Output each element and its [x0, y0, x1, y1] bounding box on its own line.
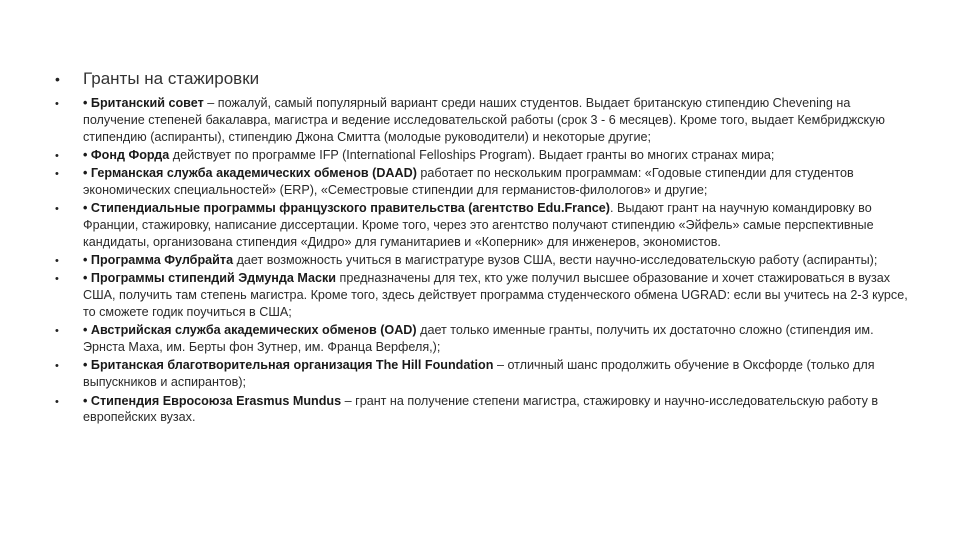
bullet-icon: • [55, 360, 59, 373]
item-text: – отличный шанс продолжить обучение в Оксфорде (только для выпускников и аспирантов); [83, 358, 875, 390]
bullet-icon: • [55, 168, 59, 181]
list-item-erasmus-mundus [55, 393, 915, 427]
bullet-icon: • [55, 203, 59, 216]
bullet-icon: • [55, 255, 59, 268]
item-text: работает по нескольким программам: «Годовые стипендии для студентов экономических специальностей» (ERP), «Семестровые стипендии для германистов-филологов» и другие; [83, 166, 854, 197]
item-lead: • Стипендия Евросоюза Erasmus Mundus [83, 393, 342, 408]
item-text: предназначены для тех, кто уже получил высшее образование и хочет стажироваться в вузах США, получить там степень магистра. Кроме того, здесь действует программа студенческого обмена UGRAD: если вы учитесь на 2-3 курсе, то сможете годик поучиться в США; [83, 271, 908, 320]
item-text: – грант на получение степени магистра, стажировку и научно-исследовательскую работу в европейских вузах. [83, 393, 879, 425]
bullet-icon: • [55, 395, 59, 408]
item-text: действует по программе IFP (International Felloships Program). Выдает гранты во многих странах мира; [169, 147, 775, 162]
item-lead: • Британская благотворительная организация The Hill Foundation [83, 358, 494, 373]
item-lead: • Программы стипендий Эдмунда Маски [83, 271, 337, 286]
bullet-icon: • [55, 98, 59, 110]
item-text: – пожалуй, самый популярный вариант среди наших студентов. Выдает британскую стипендию Chevening на получение степеней бакалавра, магистра и ведение исследовательской работы (срок 3 - 6 месяцев). Кроме того, выдает Кембриджскую стипендию (аспиранты), стипендию Джона Смитта (молодые руководители) и некоторые другие; [83, 96, 885, 144]
item-lead: • Австрийская служба академических обменов (OAD) [83, 323, 417, 338]
list-item-daad [55, 165, 915, 199]
slide-title: Гранты на стажировки [83, 69, 260, 88]
list-item-hill-foundation [55, 357, 915, 391]
bullet-icon: • [55, 273, 59, 286]
item-lead: • Британский совет [83, 96, 204, 110]
grant-list [55, 95, 915, 428]
bullet-icon: • [55, 325, 59, 338]
item-lead: • Фонд Форда [83, 147, 170, 162]
item-text: . Выдают грант на научную командировку во Франции, стажировку, написание диссертации. Кроме того, через это агентство получают стипендию «Эйфель» самые перспективные кандидаты, организована стипендия «Дидро» для гуманитариев и «Коперник» для инженеров, экономистов. [83, 201, 874, 249]
list-item-edufrance [55, 200, 915, 250]
list-item-fulbright [55, 252, 915, 269]
list-item-muskie [55, 270, 915, 320]
item-lead: • Программа Фулбрайта [83, 253, 234, 268]
list-item-ford-foundation [55, 147, 915, 164]
item-text: дает только именные гранты, получить их достаточно сложно (стипендия им. Эрнста Маха, им. Берты фон Зутнер, им. Франца Верфеля,); [83, 323, 874, 355]
item-lead: • Стипендиальные программы французского правительства (агентство Edu.France) [83, 201, 610, 216]
bullet-icon: • [55, 149, 59, 162]
bullet-icon: • [55, 71, 60, 87]
item-text: дает возможность учиться в магистратуре вузов США, вести научно-исследовательскую работу (аспиранты); [233, 253, 878, 268]
list-item-british-council [55, 95, 915, 145]
title-row [55, 68, 915, 90]
list-item-oad [55, 322, 915, 356]
item-lead: • Германская служба академических обменов (DAAD) [83, 166, 417, 181]
